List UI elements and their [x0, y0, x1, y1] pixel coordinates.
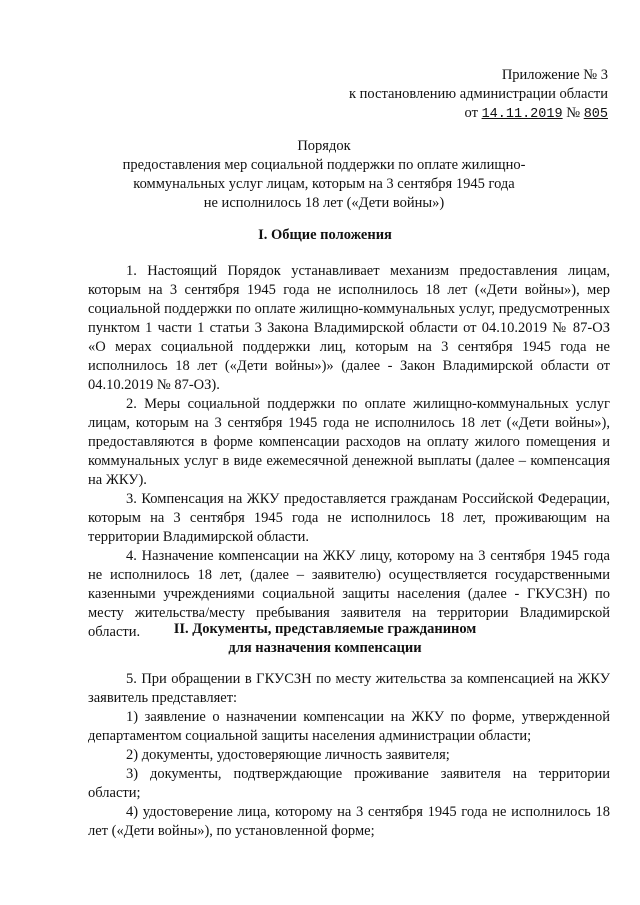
paragraph: 2. Меры социальной поддержки по оплате жилищно-коммунальных услуг лицам, которым на 3 сентября 1945 года не исполнилось 18 лет («Дети войны»), предоставляются в форме компенсации расходов на оплату жилого помещения и коммунальных услуг в виде ежемесячной денежной выплаты (далее – компенсация на ЖКУ). — [88, 396, 610, 488]
number-label: № — [566, 105, 581, 121]
resolution-date: 14.11.2019 — [481, 107, 563, 122]
title-line-2: предоставления мер социальной поддержки по оплате жилищно- — [122, 157, 526, 173]
appendix-number: Приложение № 3 — [501, 67, 608, 83]
paragraph: 3) документы, подтверждающие проживание заявителя на территории области; — [88, 766, 610, 801]
section-1-heading: I. Общие положения — [258, 227, 392, 243]
paragraph: 5. При обращении в ГКУСЗН по месту жительства за компенсацией на ЖКУ заявитель представляет: — [88, 671, 610, 706]
from-label: от — [464, 105, 478, 121]
title-line-4: не исполнилось 18 лет («Дети войны») — [203, 195, 445, 211]
section-2-heading-line-2: для назначения компенсации — [228, 640, 422, 656]
document-title — [100, 137, 548, 213]
paragraph: 1) заявление о назначении компенсации на ЖКУ по форме, утвержденной департаментом социальной защиты населения администрации области; — [88, 709, 610, 744]
section-2-heading-line-1: II. Документы, представляемые гражданином — [173, 621, 477, 637]
section-2-heading — [90, 620, 560, 658]
resolution-number: 805 — [583, 107, 608, 122]
title-line-1: Порядок — [297, 138, 351, 154]
paragraph: 4) удостоверение лица, которому на 3 сентября 1945 года не исполнилось 18 лет («Дети войны»), по установленной форме; — [88, 804, 610, 839]
paragraph: 1. Настоящий Порядок устанавливает механизм предоставления лицам, которым на 3 сентября 1945 года не исполнилось 18 лет («Дети войны»), мер социальной поддержки по оплате жилищно-коммунальных услуг, предусмотренных пунктом 1 части 1 статьи 3 Закона Владимирской области от 04.10.2019 № 87-ОЗ «О мерах социальной поддержки лиц, которым на 3 сентября 1945 года не исполнилось 18 лет («Дети войны»)» (далее - Закон Владимирской области от 04.10.2019 № 87-ОЗ). — [88, 263, 610, 393]
section-2-body — [88, 670, 610, 841]
paragraph: 4. Назначение компенсации на ЖКУ лицу, которому на 3 сентября 1945 года не исполнилось 18 лет, (далее – заявителю) осуществляется государственными казенными учреждениями социальной защиты населения (далее - ГКУСЗН) по месту жительства/месту пребывания заявителя на территории Владимирской области. — [88, 548, 610, 640]
title-line-3: коммунальных услуг лицам, которым на 3 сентября 1945 года — [133, 176, 515, 192]
paragraph: 2) документы, удостоверяющие личность заявителя; — [126, 747, 450, 763]
section-1-body — [88, 262, 610, 642]
appendix-header — [349, 66, 608, 124]
paragraph: 3. Компенсация на ЖКУ предоставляется гражданам Российской Федерации, которым на 3 сентября 1945 года не исполнилось 18 лет, проживающим на территории Владимирской области. — [88, 491, 610, 545]
appendix-date-line — [349, 104, 608, 124]
appendix-reference: к постановлению администрации области — [348, 86, 608, 102]
